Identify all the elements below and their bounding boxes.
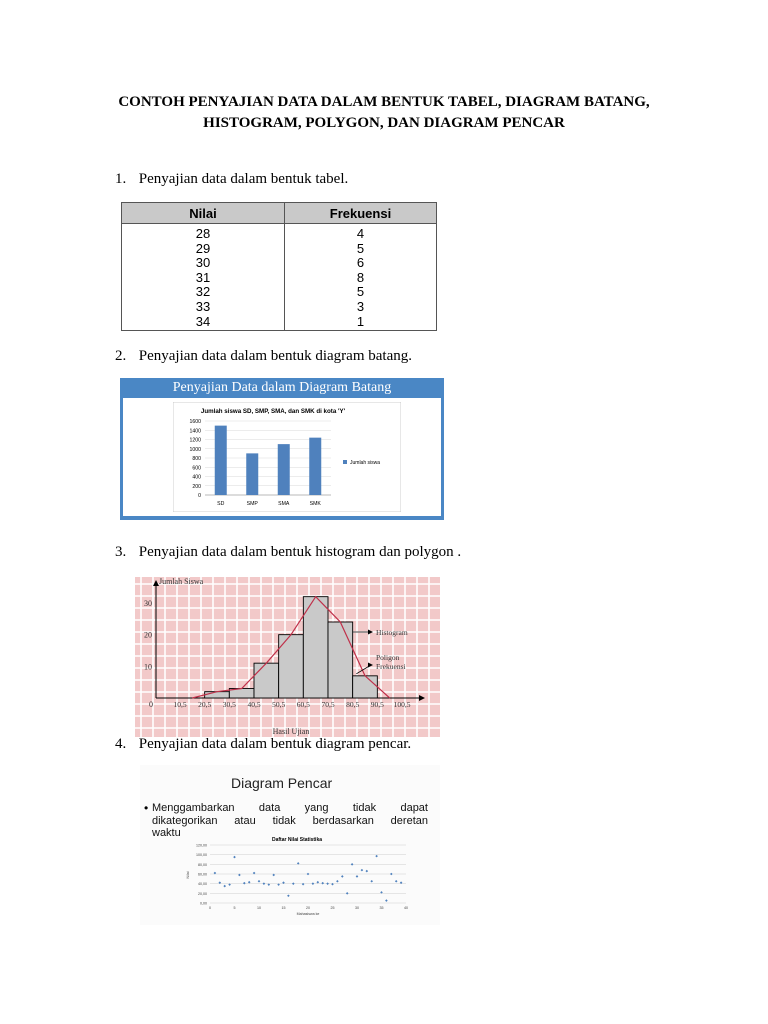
- scatter-point: [370, 880, 373, 883]
- bar-chart: [173, 402, 401, 512]
- scatter-point: [243, 882, 246, 885]
- x-tick-label: 20,5: [198, 700, 212, 709]
- y-tick-label: 200: [192, 483, 201, 490]
- section-number: 4.: [115, 736, 127, 752]
- scatter-point: [356, 875, 359, 878]
- y-axis-label: Jumlah Siswa: [159, 577, 204, 586]
- x-tick-label: 40: [404, 906, 408, 910]
- frekuensi-cell: 4: [285, 224, 437, 242]
- scatter-point: [336, 880, 339, 883]
- bar: [215, 426, 227, 495]
- x-tick-label: 25: [330, 906, 335, 910]
- scatter-point: [233, 856, 236, 859]
- section-number: 3.: [115, 544, 127, 560]
- frekuensi-cell: 5: [285, 285, 437, 300]
- frequency-table: [121, 202, 437, 331]
- x-tick-label: 20: [306, 906, 310, 910]
- x-tick-label: 15: [281, 906, 286, 910]
- bar-slide-title: Penyajian Data dalam Diagram Batang: [172, 380, 392, 395]
- scatter-point: [351, 863, 354, 866]
- legend-swatch: [343, 460, 347, 464]
- scatter-slide-description: [152, 802, 428, 840]
- scatter-point: [302, 883, 305, 886]
- nilai-cell: 29: [122, 242, 285, 257]
- origin-label: 0: [149, 700, 153, 709]
- y-tick-label: 0: [198, 493, 201, 499]
- section-heading-histogram: [115, 544, 461, 561]
- scatter-chart: [182, 835, 412, 923]
- legend-label: Jumlah siswa: [350, 460, 381, 466]
- x-tick-label: 80,5: [346, 700, 360, 709]
- section-text: Penyajian data dalam bentuk histogram dan polygon .: [138, 544, 462, 560]
- bar: [246, 453, 258, 495]
- y-tick-label: 400: [192, 474, 201, 481]
- histogram-chart: [135, 577, 440, 737]
- scatter-point: [292, 882, 295, 885]
- scatter-point: [375, 855, 378, 858]
- table-row: [122, 271, 437, 286]
- scatter-point: [331, 883, 334, 886]
- bar-chart-panel: [123, 398, 441, 516]
- scatter-point: [258, 880, 261, 883]
- section-heading-bar-chart: [115, 348, 412, 365]
- x-axis-label: Hasil Ujian: [272, 727, 310, 736]
- x-tick-label: 70,5: [321, 700, 335, 709]
- y-tick-label: 10: [144, 662, 152, 672]
- nilai-cell: 28: [122, 224, 285, 242]
- frekuensi-cell: 8: [285, 271, 437, 286]
- table-row: [122, 242, 437, 257]
- nilai-cell: 33: [122, 300, 285, 315]
- y-tick-label: 80,00: [198, 862, 207, 867]
- y-tick-label: 800: [192, 456, 201, 462]
- histogram-bar: [328, 622, 353, 698]
- scatter-point: [317, 881, 320, 884]
- x-tick-label: 40,5: [247, 700, 261, 709]
- scatter-point: [395, 880, 398, 883]
- histogram-bar: [205, 692, 230, 698]
- x-tick-label: 10: [257, 906, 261, 910]
- frekuensi-cell: 1: [285, 315, 437, 331]
- description-line: Menggambarkan data yang tidak dapat: [152, 802, 428, 814]
- x-tick-label: 0: [209, 906, 211, 910]
- y-tick-label: 1400: [189, 428, 201, 435]
- scatter-point: [326, 882, 329, 885]
- scatter-point: [223, 885, 226, 888]
- histogram-bar: [303, 597, 328, 698]
- scatter-point: [321, 882, 324, 885]
- y-tick-label: 120,00: [196, 843, 207, 848]
- x-tick-label: SMK: [309, 501, 321, 507]
- x-tick-label: 35: [379, 906, 384, 910]
- frekuensi-cell: 6: [285, 256, 437, 271]
- x-axis-label: Mahasiswa ke: [296, 912, 320, 916]
- table-row: [122, 285, 437, 300]
- frekuensi-cell: 5: [285, 242, 437, 257]
- y-tick-label: 40,00: [198, 882, 207, 887]
- scatter-chart-title: Daftar Nilai Statistika: [271, 837, 323, 843]
- x-tick-label: SMP: [246, 501, 258, 507]
- scatter-slide: [140, 765, 440, 925]
- scatter-point: [248, 881, 251, 884]
- scatter-point: [385, 899, 388, 902]
- x-tick-label: SMA: [278, 501, 290, 507]
- description-line: dikategorikan atau tidak berdasarkan deretan: [152, 814, 428, 827]
- scatter-point: [366, 870, 369, 873]
- section-heading-scatter: [115, 736, 411, 753]
- section-number: 2.: [115, 348, 127, 364]
- histogram-bar: [254, 663, 279, 698]
- y-tick-label: 20,00: [198, 891, 207, 896]
- annotation-polygon-line2: Frekuensi: [376, 662, 406, 671]
- scatter-point: [263, 882, 266, 885]
- document-title-line-2: HISTOGRAM, POLYGON, DAN DIAGRAM PENCAR: [203, 115, 565, 131]
- scatter-slide-title: Diagram Pencar: [231, 775, 333, 791]
- frekuensi-cell: 3: [285, 300, 437, 315]
- document-title-line-1: CONTOH PENYAJIAN DATA DALAM BENTUK TABEL, DIAGRAM BATANG,: [118, 94, 650, 110]
- y-tick-label: 600: [192, 465, 201, 472]
- bar-chart-slide: [120, 378, 444, 520]
- bar: [278, 444, 290, 495]
- nilai-cell: 34: [122, 315, 285, 331]
- nilai-cell: 32: [122, 285, 285, 300]
- section-number: 1.: [115, 171, 127, 187]
- histogram-bar: [353, 676, 378, 698]
- y-tick-label: 1000: [189, 446, 201, 453]
- table-row: [122, 315, 437, 331]
- scatter-point: [390, 873, 393, 876]
- bullet-icon: •: [144, 801, 149, 815]
- x-tick-label: SD: [217, 501, 225, 507]
- x-tick-label: 60,5: [296, 700, 310, 709]
- y-tick-label: 30: [144, 599, 152, 608]
- table-row: [122, 224, 437, 242]
- section-text: Penyajian data dalam bentuk diagram pencar.: [138, 736, 412, 752]
- bar: [309, 438, 321, 495]
- y-tick-label: 20: [144, 630, 152, 640]
- y-tick-label: 100,00: [196, 853, 207, 858]
- section-text: Penyajian data dalam bentuk diagram batang.: [138, 348, 412, 364]
- y-tick-label: 60,00: [198, 872, 207, 877]
- table-header-frekuensi: Frekuensi: [285, 203, 437, 224]
- bar-chart-title: Jumlah siswa SD, SMP, SMA, dan SMK di kota 'Y': [200, 408, 346, 415]
- y-tick-label: 0,00: [200, 901, 207, 906]
- x-tick-label: 10,5: [173, 700, 187, 709]
- x-tick-label: 30: [355, 906, 359, 910]
- y-tick-label: 1200: [189, 437, 201, 444]
- nilai-cell: 31: [122, 271, 285, 286]
- section-heading-table: [115, 171, 348, 188]
- nilai-cell: 30: [122, 256, 285, 271]
- y-axis-label: Nilai: [186, 871, 190, 879]
- description-line: waktu: [152, 827, 181, 839]
- section-text: Penyajian data dalam bentuk tabel.: [138, 171, 349, 187]
- scatter-point: [312, 882, 315, 885]
- annotation-histogram: Histogram: [376, 628, 408, 637]
- table-row: [122, 256, 437, 271]
- x-tick-label: 5: [233, 906, 236, 910]
- x-tick-label: 30,5: [222, 700, 236, 709]
- x-tick-label: 90,5: [370, 700, 384, 709]
- y-tick-label: 1600: [189, 419, 201, 425]
- x-tick-label: 50,5: [272, 700, 286, 709]
- table-row: [122, 300, 437, 315]
- annotation-polygon-line1: Poligon: [376, 653, 400, 662]
- table-header-nilai: Nilai: [122, 203, 285, 224]
- scatter-point: [346, 892, 349, 895]
- scatter-point: [341, 875, 344, 878]
- x-tick-label: 100,5: [393, 700, 411, 709]
- scatter-point: [307, 873, 310, 876]
- scatter-point: [287, 894, 290, 897]
- scatter-point: [361, 869, 364, 872]
